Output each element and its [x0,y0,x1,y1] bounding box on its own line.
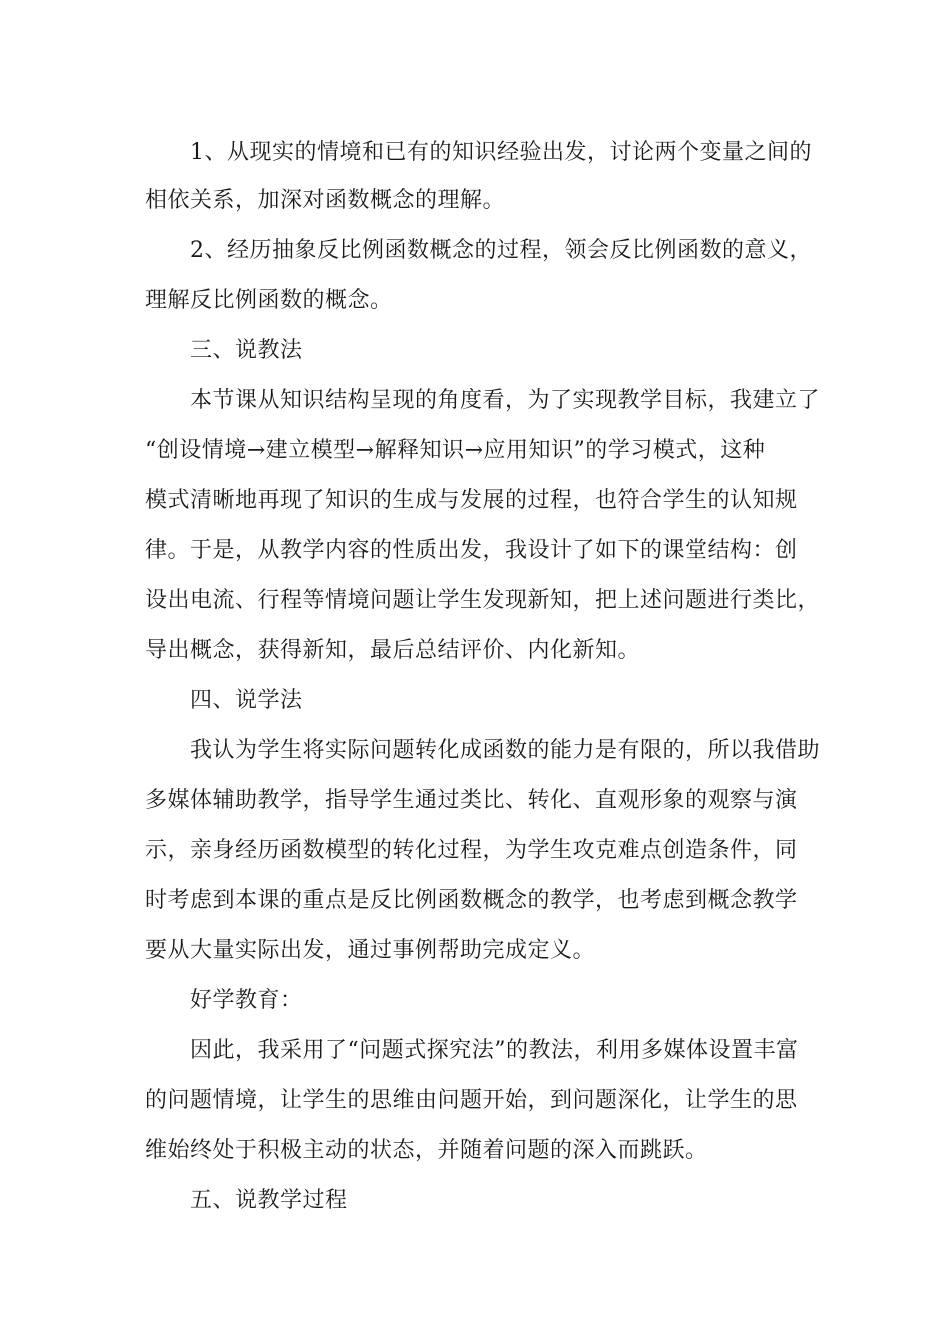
text-line: 1、从现实的情境和已有的知识经验出发，讨论两个变量之间的 [190,140,812,165]
text-line: 相依关系，加深对函数概念的理解。 [145,188,506,213]
text-line: 本节课从知识结构呈现的角度看，为了实现教学目标，我建立了 [190,388,821,413]
section-heading: 四、说学法 [190,688,303,713]
text-line: 设出电流、行程等情境问题让学生发现新知，把上述问题进行类比， [145,588,821,613]
text-line: 我认为学生将实际问题转化成函数的能力是有限的，所以我借助 [190,738,821,763]
text-line: 导出概念，获得新知，最后总结评价、内化新知。 [145,638,641,663]
text-line: 2、经历抽象反比例函数概念的过程，领会反比例函数的意义， [190,238,812,263]
text-line: 好学教育： [190,988,303,1013]
text-line: 模式清晰地再现了知识的生成与发展的过程，也符合学生的认知规 [145,488,798,513]
text-line: 律。于是，从教学内容的性质出发，我设计了如下的课堂结构：创 [145,538,798,563]
text-line: 示，亲身经历函数模型的转化过程，为学生攻克难点创造条件，同 [145,838,798,863]
section-heading: 五、说教学过程 [190,1188,348,1213]
text-line: 时考虑到本课的重点是反比例函数概念的教学，也考虑到概念教学 [145,888,798,913]
text-line: 多媒体辅助教学，指导学生通过类比、转化、直观形象的观察与演 [145,788,798,813]
text-line: 要从大量实际出发，通过事例帮助完成定义。 [145,938,596,963]
text-line: 因此，我采用了“问题式探究法”的教法，利用多媒体设置丰富 [190,1038,799,1063]
text-line: 维始终处于积极主动的状态，并随着问题的深入而跳跃。 [145,1138,708,1163]
text-line: “创设情境→建立模型→解释知识→应用知识”的学习模式，这种 [145,438,766,463]
section-heading: 三、说教法 [190,338,303,363]
text-line: 的问题情境，让学生的思维由问题开始，到问题深化，让学生的思 [145,1088,798,1113]
text-line: 理解反比例函数的概念。 [145,288,393,313]
